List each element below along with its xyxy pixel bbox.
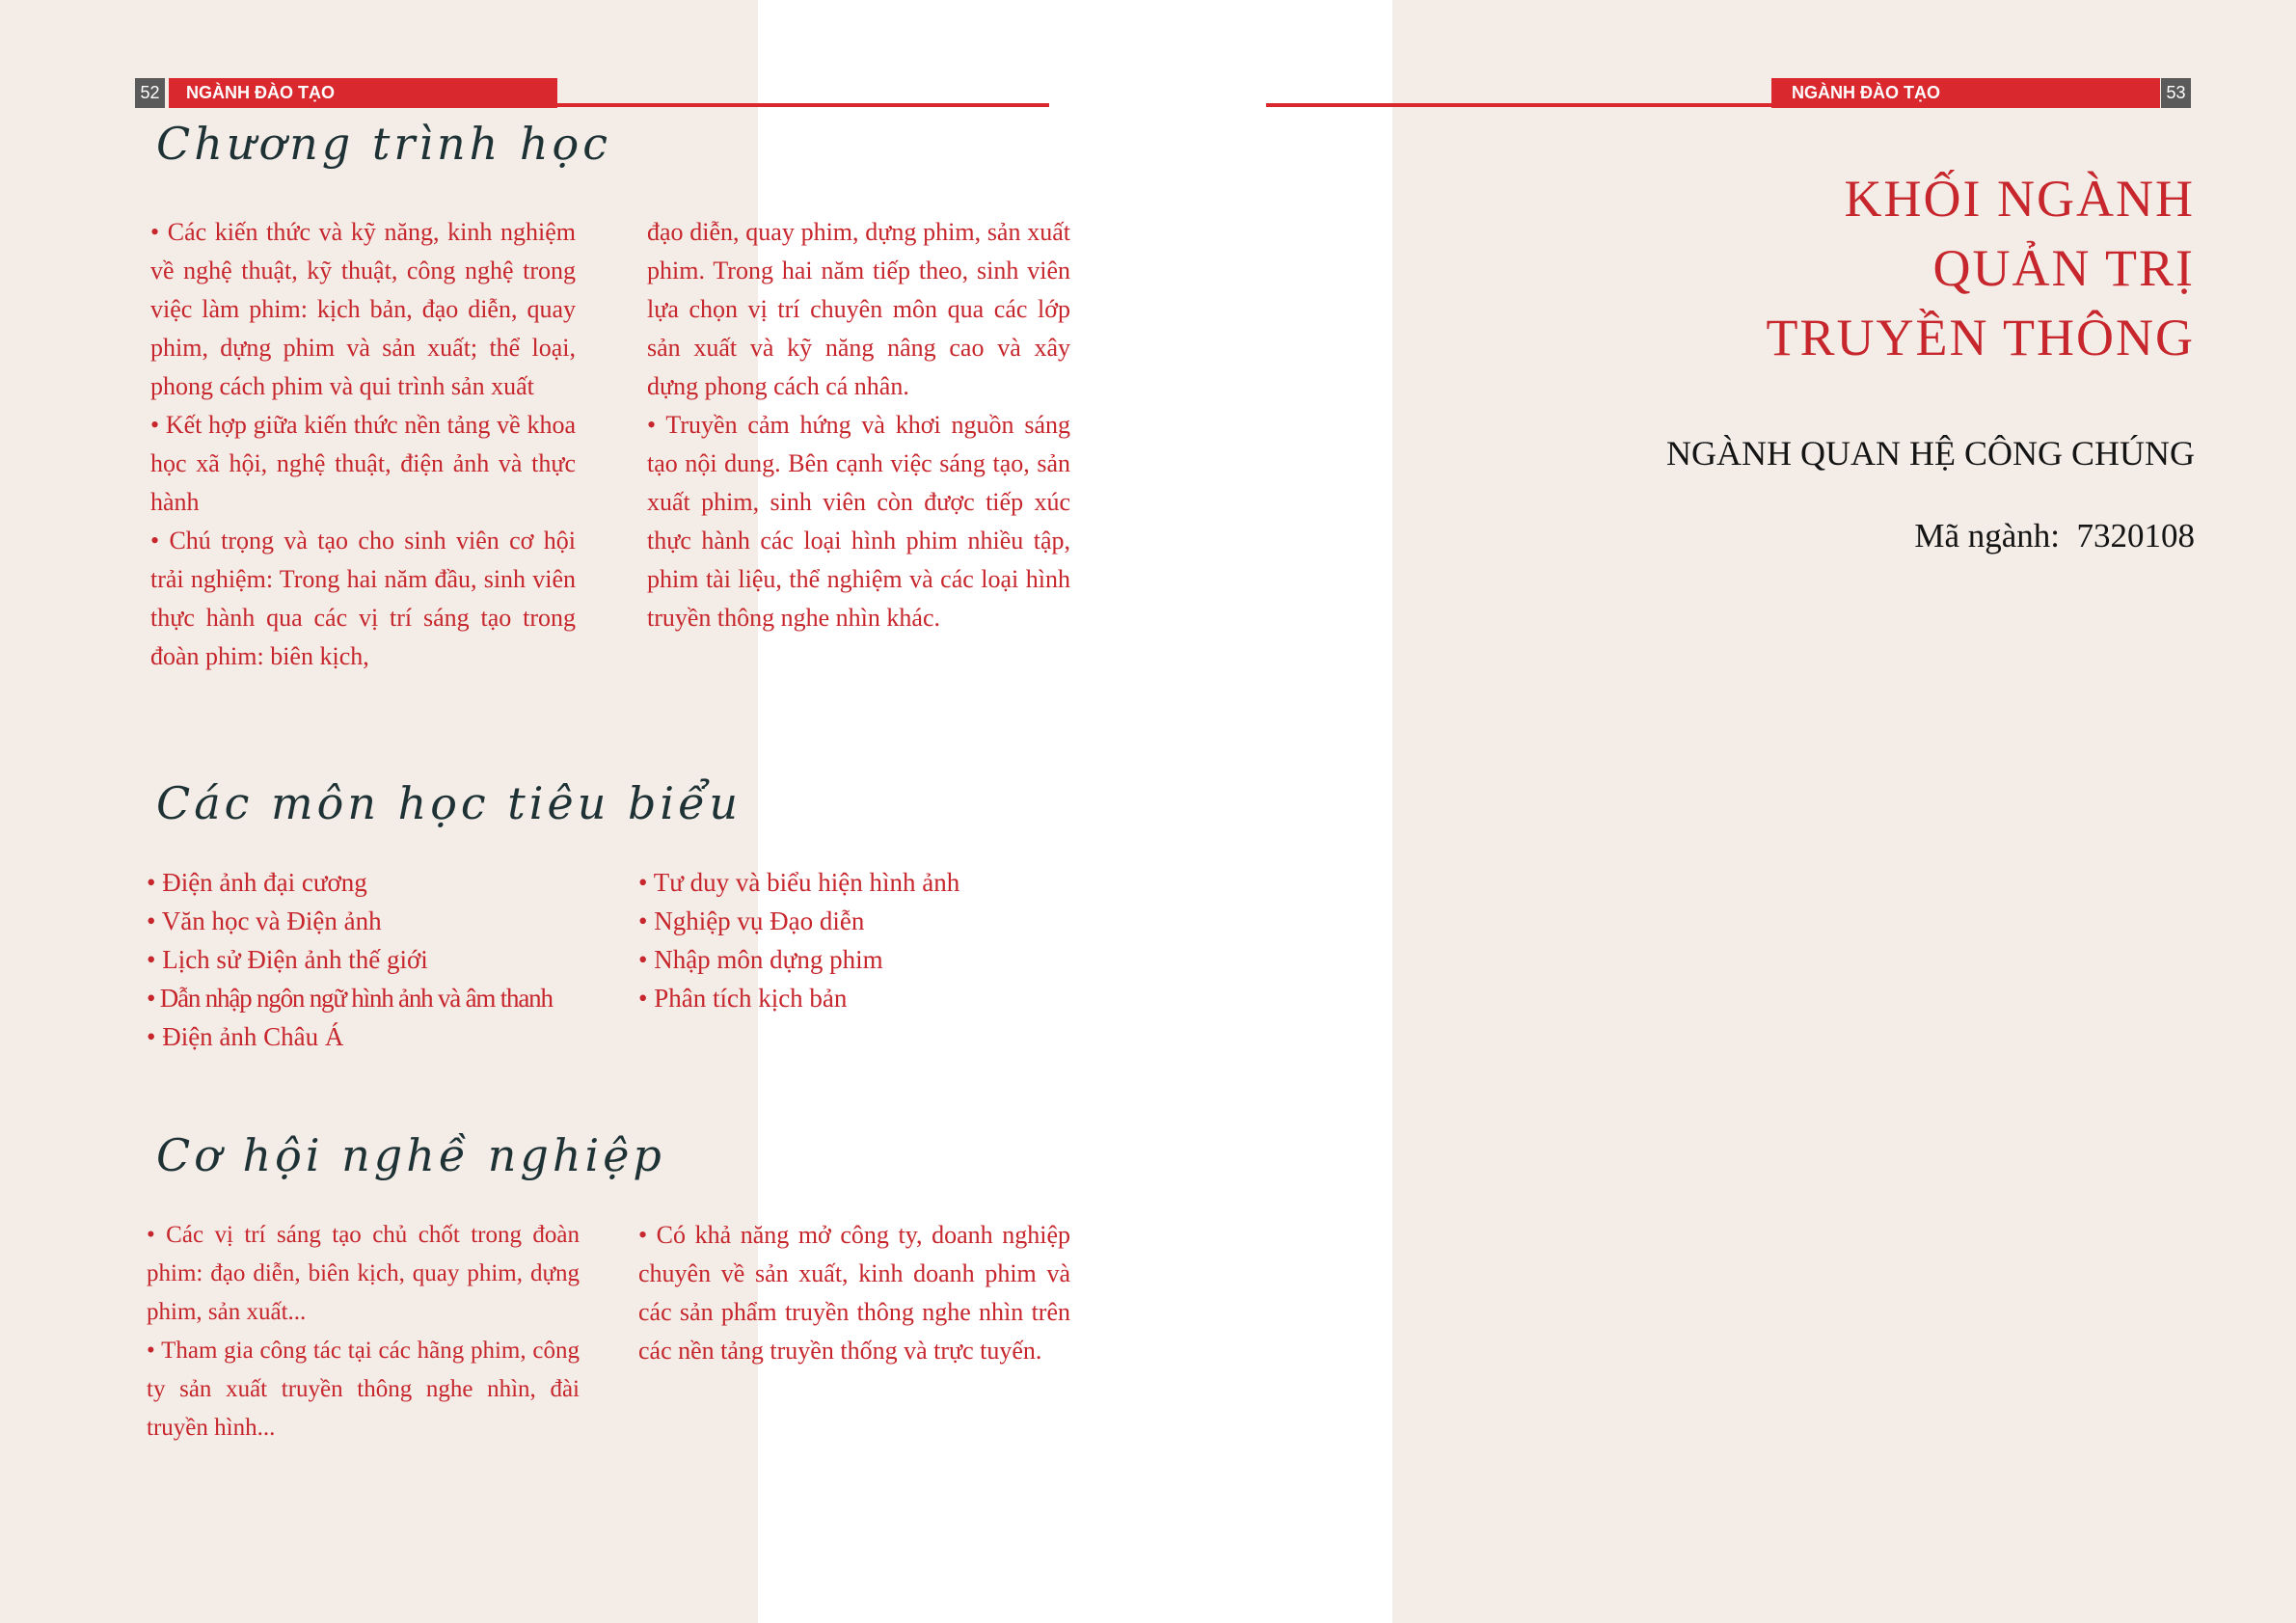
courses-section-title: Các môn học tiêu biểu [156, 777, 743, 829]
list-item: • Điện ảnh đại cương [147, 868, 367, 897]
list-item: • Tư duy và biểu hiện hình ảnh [638, 868, 960, 897]
program-paragraph: đạo diễn, quay phim, dựng phim, sản xuất phim. Trong hai năm tiếp theo, sinh viên lựa chọn vị trí chuyên môn qua các lớp sản xuất và kỹ năng nâng cao và xây dựng phong cách cá nhân. [647, 218, 1070, 400]
block-title-line: KHỐI NGÀNH [1844, 170, 2195, 228]
courses-list-1 [147, 863, 553, 1056]
block-title-line: TRUYỀN THÔNG [1766, 309, 2195, 366]
right-header-tab: NGÀNH ĐÀO TẠO [1771, 78, 2160, 108]
list-item: • Dẫn nhập ngôn ngữ hình ảnh và âm thanh [147, 984, 553, 1013]
list-item: • Phân tích kịch bản [638, 984, 848, 1013]
career-paragraph: • Tham gia công tác tại các hãng phim, công ty sản xuất truyền thông nghe nhìn, đài truyền hình... [147, 1338, 580, 1441]
left-header-tab: NGÀNH ĐÀO TẠO [169, 78, 557, 108]
career-col-2 [638, 1216, 1070, 1370]
program-section-title: Chương trình học [156, 118, 611, 170]
list-item: • Lịch sử Điện ảnh thế giới [147, 945, 428, 974]
courses-list-2 [638, 863, 959, 1017]
major-name: NGÀNH QUAN HỆ CÔNG CHÚNG [1666, 434, 2195, 473]
list-item: • Nghiệp vụ Đạo diễn [638, 906, 865, 935]
career-paragraph: • Các vị trí sáng tạo chủ chốt trong đoàn phim: đạo diễn, biên kịch, quay phim, dựng phim, sản xuất... [147, 1222, 580, 1325]
right-page-number: 53 [2161, 78, 2191, 108]
list-item: • Văn học và Điện ảnh [147, 906, 382, 935]
right-header-rule [1266, 103, 1771, 107]
program-paragraph: • Các kiến thức và kỹ năng, kinh nghiệm về nghệ thuật, kỹ thuật, công nghệ trong việc làm phim: kịch bản, đạo diễn, quay phim, dựng phim và sản xuất; thể loại, phong cách phim và qui trình sản xuất [150, 218, 576, 400]
block-title-line: QUẢN TRỊ [1932, 239, 2195, 297]
career-paragraph: • Có khả năng mở công ty, doanh nghiệp chuyên về sản xuất, kinh doanh phim và các sản phẩm truyền thông nghe nhìn trên các nền tảng truyền thống và trực tuyến. [638, 1221, 1070, 1365]
block-title [1767, 164, 2195, 372]
major-code: Mã ngành: 7320108 [1914, 517, 2195, 555]
left-header-rule [557, 103, 1049, 107]
program-paragraph: • Kết hợp giữa kiến thức nền tảng về khoa học xã hội, nghệ thuật, điện ảnh và thực hành [150, 411, 576, 516]
program-col-2 [647, 213, 1070, 637]
program-paragraph: • Chú trọng và tạo cho sinh viên cơ hội trải nghiệm: Trong hai năm đầu, sinh viên thực hành qua các vị trí sáng tạo trong đoàn phim: biên kịch, [150, 527, 576, 670]
program-col-1 [150, 213, 576, 676]
program-paragraph: • Truyền cảm hứng và khơi nguồn sáng tạo nội dung. Bên cạnh việc sáng tạo, sản xuất phim, sinh viên còn được tiếp xúc thực hành các loại hình phim nhiều tập, phim tài liệu, thể nghiệm và các loại hình truyền thông nghe nhìn khác. [647, 411, 1070, 632]
career-section-title: Cơ hội nghề nghiệp [156, 1129, 665, 1181]
list-item: • Điện ảnh Châu Á [147, 1022, 344, 1051]
career-col-1 [147, 1216, 580, 1447]
left-page-number: 52 [135, 78, 165, 108]
list-item: • Nhập môn dựng phim [638, 945, 883, 974]
